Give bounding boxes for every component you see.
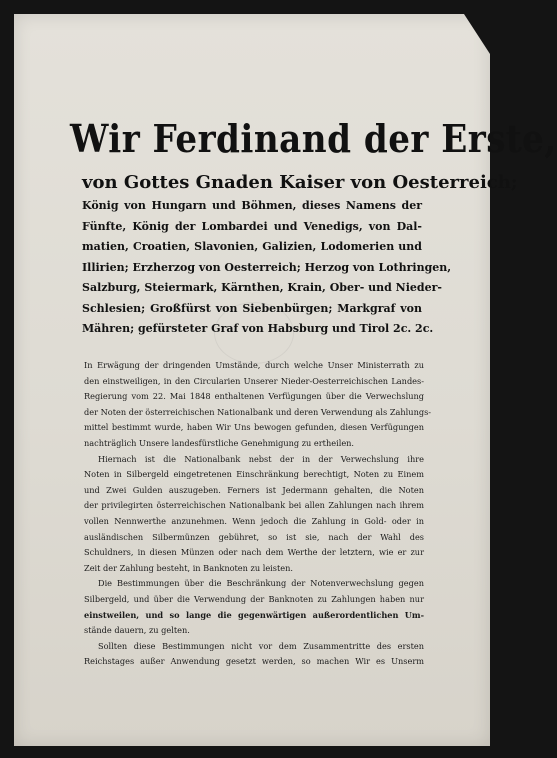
body-line: vollen Nennwerthe anzunehmen. Wenn jedoch die Zahlung in Gold- oder in — [84, 515, 424, 526]
document-subtitle: von Gottes Gnaden Kaiser von Oesterreich; — [82, 172, 518, 193]
body-line: stände dauern, zu gelten. — [84, 625, 190, 636]
body-line: und Zwei Gulden auszugeben. Ferners ist Jedermann gehalten, die Noten — [84, 484, 424, 495]
body-line: der privilegirten österreichischen Nationalbank bei allen Zahlungen nach ihrem — [84, 500, 424, 511]
body-line: Die Bestimmungen über die Beschränkung der Notenverwechslung gegen — [98, 578, 424, 589]
titles-line: matien, Croatien, Slavonien, Galizien, Lodomerien und — [82, 240, 422, 253]
body-line: Schuldners, in diesen Münzen oder nach dem Werthe der letztern, wie er zur — [84, 547, 424, 558]
body-line: nachträglich Unsere landesfürstliche Genehmigung zu ertheilen. — [84, 437, 355, 448]
titles-line: König von Hungarn und Böhmen, dieses Namens der — [82, 199, 422, 212]
body-line: Reichstages außer Anwendung gesetzt werden, so machen Wir es Unserm — [84, 656, 424, 667]
body-line: der Noten der österreichischen Nationalbank und deren Verwendung als Zahlungs- — [84, 406, 432, 417]
body-line: In Erwägung der dringenden Umstände, durch welche Unser Ministerrath zu — [84, 360, 424, 370]
body-line: Regierung vom 22. Mai 1848 enthaltenen Verfügungen über die Verwechslung — [84, 391, 424, 402]
document-title: Wir Ferdinand der Erste, — [70, 116, 557, 161]
decree-body — [84, 358, 432, 670]
body-line: Noten in Silbergeld eingetretenen Einschränkung berechtigt, Noten zu Einem — [84, 469, 424, 480]
body-line: Sollten diese Bestimmungen nicht vor dem Zusammentritte des ersten — [98, 640, 424, 651]
body-line: mittel bestimmt wurde, haben Wir Uns bewogen gefunden, diesen Verfügungen — [84, 422, 424, 433]
body-line: ausländischen Silbermünzen gebühret, so ist sie, nach der Wahl des — [84, 531, 424, 542]
body-line: Hiernach ist die Nationalbank nebst der in der Verwechslung ihre — [98, 453, 424, 464]
torn-corner — [464, 14, 490, 54]
titles-line: Illirien; Erzherzog von Oesterreich; Herzog von Lothringen, — [82, 260, 452, 274]
body-line: den einstweiligen, in den Circularien Unserer Nieder-Oesterreichischen Landes- — [84, 375, 424, 386]
titles-line: Salzburg, Steiermark, Kärnthen, Krain, Ober- und Nieder- — [82, 281, 442, 294]
body-line: Zeit der Zahlung besteht, in Banknoten zu leisten. — [84, 562, 294, 573]
body-line: Silbergeld, und über die Verwendung der Banknoten zu Zahlungen haben nur — [84, 593, 424, 604]
titles-line: Fünfte, König der Lombardei und Venedigs, von Dal- — [82, 219, 422, 233]
titles-line: Mähren; gefürsteter Graf von Habsburg und Tirol 2c. 2c. — [82, 322, 434, 335]
titles-line: Schlesien; Großfürst von Siebenbürgen; Markgraf von — [82, 301, 422, 315]
proclamation-sheet — [14, 14, 557, 746]
sovereign-titles — [82, 170, 518, 340]
body-line: einstweilen, und so lange die gegenwärtigen außerordentlichen Um- — [84, 609, 424, 620]
